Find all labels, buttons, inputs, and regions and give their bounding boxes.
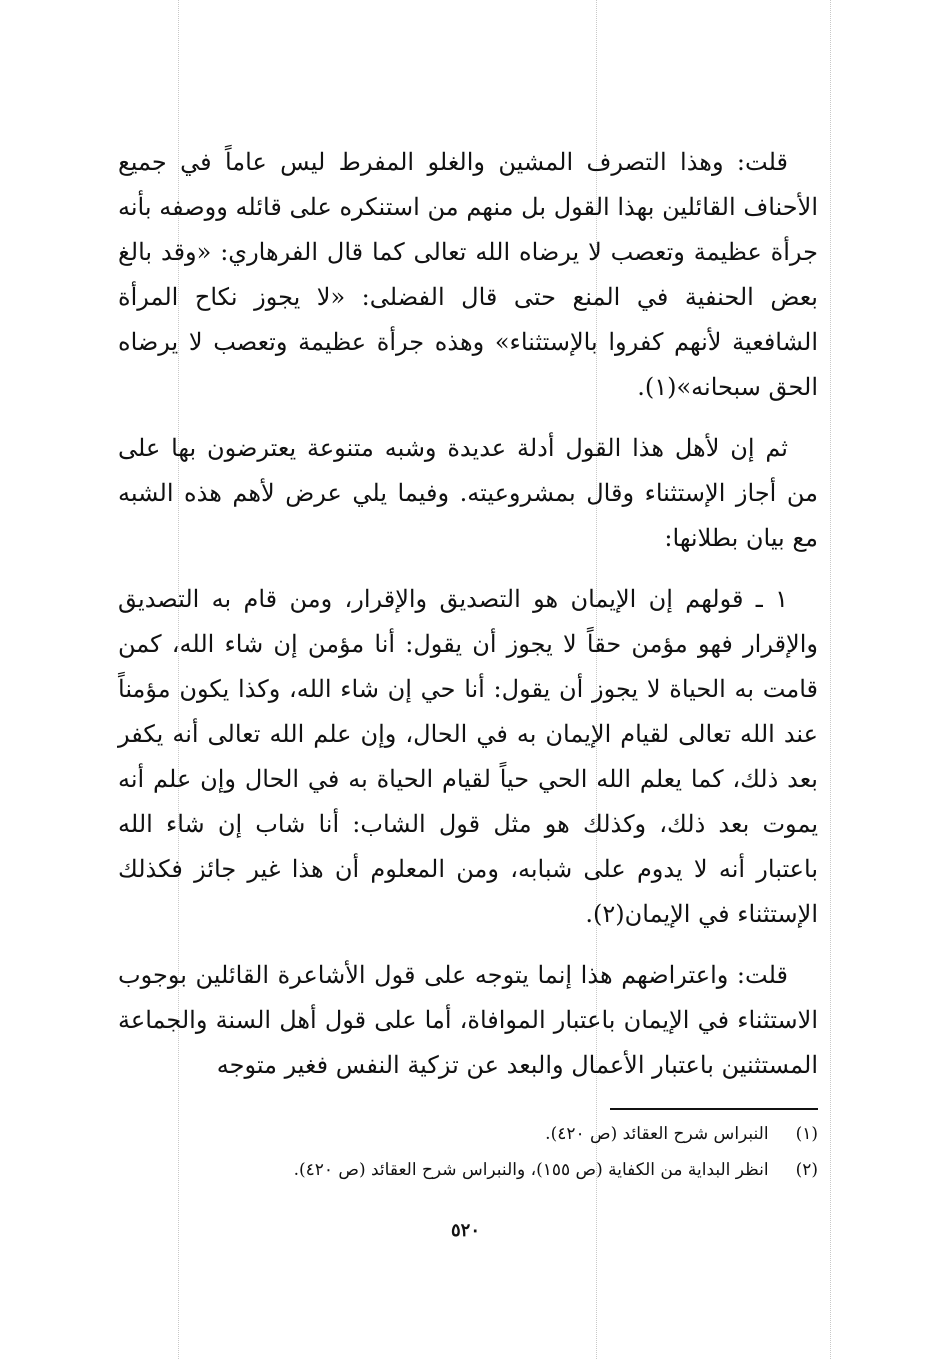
scan-artifact-line [830,0,831,1359]
footnote-number: (٢) [795,1160,818,1180]
paragraph: قلت: واعتراضهم هذا إنما يتوجه على قول الأشاعرة القائلين بوجوب الاستثناء في الإيمان باعتبار الموافاة، أما على قول أهل السنة والجماعة المستثنين باعتبار الأعمال والبعد عن تزكية النفس فغير متوجه [118,961,818,1079]
footnote-number: (١) [795,1124,818,1144]
footnote-separator [610,1108,818,1110]
paragraph: ١ ـ قولهم إن الإيمان هو التصديق والإقرار، ومن قام به التصديق والإقرار فهو مؤمن حقاً لا يجوز أن يقول: أنا مؤمن إن شاء الله، كمن قامت به الحياة لا يجوز أن يقول: أنا حي إن شاء الله، وكذا يكون مؤمناً عند الله تعالى لقيام الإيمان به في الحال، وإن علم الله تعالى أنه يكفر بعد ذلك، كما يعلم الله الحي حياً لقيام الحياة به في الحال وإن علم أنه يموت بعد ذلك، وكذلك هو مثل قول الشاب: أنا شاب إن شاء الله باعتبار أنه لا يدوم على شبابه، ومن المعلوم أن هذا غير جائز فكذلك الإستثناء في الإيمان(٢). [118,585,818,928]
footnote-text: انظر البداية من الكفاية (ص ١٥٥)، والنبراس شرح العقائد (ص ٤٢٠). [293,1160,769,1180]
paragraph: قلت: وهذا التصرف المشين والغلو المفرط ليس عاماً في جميع الأحناف القائلين بهذا القول بل منهم من استنكره على قائله ووصفه بأنه جرأة عظيمة وتعصب لا يرضاه الله تعالى كما قال الفرهاري: «وقد بالغ بعض الحنفية في المنع حتى قال الفضلى: «لا يجوز نكاح المرأة الشافعية لأنهم كفروا بالإستثناء» وهذه جرأة عظيمة وتعصب لا يرضاه الحق سبحانه»(١). [118,148,818,401]
body-text [118,140,818,1104]
page-number: ٥٢٠ [450,1220,480,1241]
footnote-text: النبراس شرح العقائد (ص ٤٢٠). [545,1124,769,1144]
footnotes [190,1108,818,1188]
footnote [190,1152,818,1188]
footnote [190,1116,818,1152]
paragraph: ثم إن لأهل هذا القول أدلة عديدة وشبه متنوعة يعترضون بها على من أجاز الإستثناء وقال بمشروعيته. وفيما يلي عرض لأهم هذه الشبه مع بيان بطلانها: [118,434,818,552]
